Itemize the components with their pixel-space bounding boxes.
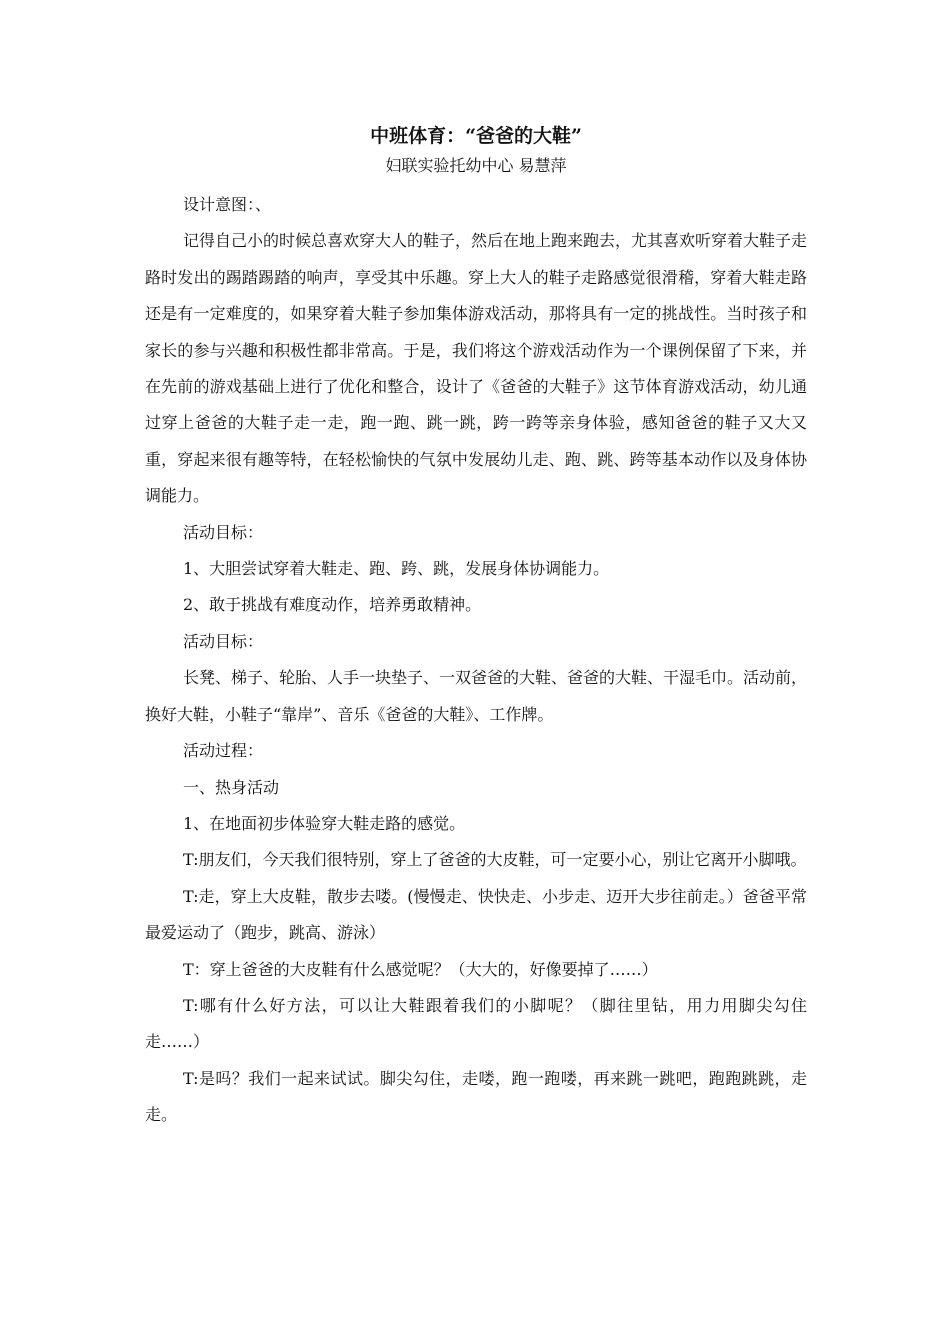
paragraph-materials-body: 长凳、梯子、轮胎、人手一块垫子、一双爸爸的大鞋、爸爸的大鞋、干湿毛巾。活动前，换好大鞋，小鞋子“靠岸”、音乐《爸爸的大鞋》、工作牌。: [145, 668, 808, 724]
paragraph-teacher-line-1: T:朋友们，今天我们很特别，穿上了爸爸的大皮鞋，可一定要小心，别让它离开小脚哦。: [183, 850, 807, 870]
paragraph-goals-heading: 活动目标：: [183, 522, 264, 542]
paragraph-warmup-step-1: 1、在地面初步体验穿大鞋走路的感觉。: [183, 813, 466, 833]
paragraph-teacher-line-4: T:哪有什么好方法，可以让大鞋跟着我们的小脚呢？（脚往里钻，用力用脚尖勾住走……）: [145, 995, 807, 1052]
paragraph-teacher-line-5: T:是吗？我们一起来试试。脚尖勾住，走喽，跑一跑喽，再来跳一跳吧，跑跑跳跳，走走。: [145, 1068, 807, 1125]
paragraph-teacher-line-2: T:走，穿上大皮鞋，散步去喽。(慢慢走、快快走、小步走、迈开大步往前走。）爸爸平常最爱运动了（跑步，跳高、游泳）: [145, 886, 807, 943]
paragraph-warmup-heading: 一、热身活动: [183, 777, 280, 797]
document-page: [145, 122, 807, 1134]
paragraph-design-intent-heading: 设计意图：、: [183, 195, 272, 214]
paragraph-goal-1: 1、大胆尝试穿着大鞋走、跑、跨、跳，发展身体协调能力。: [183, 559, 610, 579]
paragraph-teacher-line-3: T：穿上爸爸的大皮鞋有什么感觉呢？（大大的，好像要掉了……）: [183, 959, 658, 979]
paragraph-materials-heading: 活动目标：: [183, 631, 264, 651]
paragraph-process-heading: 活动过程：: [183, 741, 264, 761]
paragraph-goal-2: 2、敢于挑战有难度动作，培养勇敢精神。: [183, 595, 482, 615]
paragraph-design-intent-body: 记得自己小的时候总喜欢穿大人的鞋子，然后在地上跑来跑去，尤其喜欢听穿着大鞋子走路时发出的踢踏踢踏的响声，享受其中乐趣。穿上大人的鞋子走路感觉很滑稽，穿着大鞋走路还是有一定难度的，如果穿着大鞋子参加集体游戏活动，那将具有一定的挑战性。当时孩子和家长的参与兴趣和积极性都非常高。于是，我们将这个游戏活动作为一个课例保留了下来，并在先前的游戏基础上进行了优化和整合，设计了《爸爸的大鞋子》这节体育游戏活动，幼儿通过穿上爸爸的大鞋子走一走，跑一跑、跳一跳，跨一跨等亲身体验，感知爸爸的鞋子又大又重，穿起来很有趣等特，在轻松愉快的气氛中发展幼儿走、跑、跳、跨等基本动作以及身体协调能力。: [145, 231, 808, 506]
document-title: 中班体育：“爸爸的大鞋”: [370, 125, 582, 147]
document-author: 妇联实验托幼中心 易慧萍: [385, 156, 567, 175]
